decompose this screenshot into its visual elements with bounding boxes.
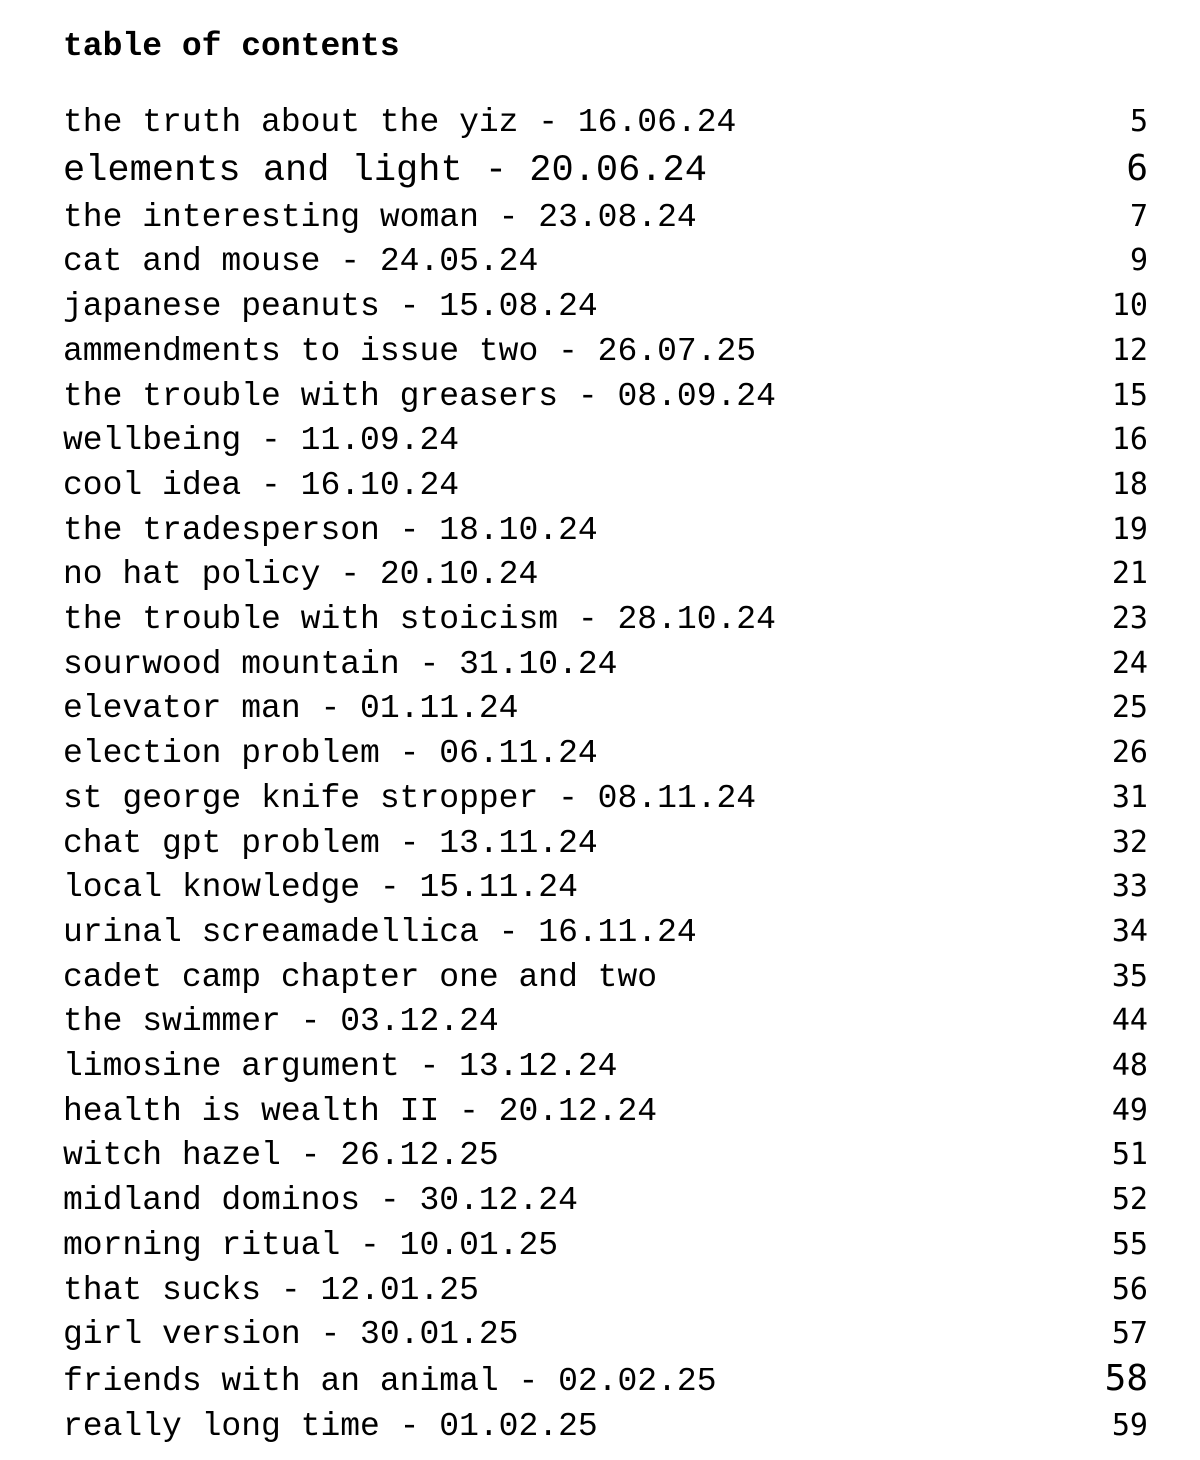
toc-entry (63, 865, 1148, 910)
toc-entry (63, 686, 1148, 731)
toc-entry-title: limosine argument - 13.12.24 (63, 1048, 618, 1086)
toc-entry-page-number: 55 (1111, 1226, 1148, 1262)
toc-entry-page-number: 32 (1111, 824, 1148, 860)
toc-entry-title: no hat policy - 20.10.24 (63, 556, 539, 594)
toc-entry (63, 999, 1148, 1044)
toc-entry (63, 955, 1148, 1000)
toc-entry-title: morning ritual - 10.01.25 (63, 1226, 559, 1264)
toc-entry-page-number: 24 (1111, 645, 1148, 681)
toc-entry-page-number: 12 (1111, 332, 1148, 368)
toc-entry (63, 1404, 1148, 1449)
toc-entry-title: that sucks - 12.01.25 (63, 1271, 479, 1309)
toc-entry-page-number: 9 (1129, 243, 1148, 279)
toc-entry-title: friends with an animal - 02.02.25 (63, 1362, 717, 1400)
toc-entry-title: elevator man - 01.11.24 (63, 690, 519, 728)
toc-entry-page-number: 57 (1111, 1316, 1148, 1352)
toc-entry-title: elements and light - 20.06.24 (63, 149, 707, 192)
toc-entry (63, 463, 1148, 508)
toc-entry-title: cool idea - 16.10.24 (63, 466, 460, 504)
toc-entry (63, 1089, 1148, 1134)
toc-entry (63, 731, 1148, 776)
toc-entry-title: st george knife stropper - 08.11.24 (63, 779, 757, 817)
toc-entry-page-number: 18 (1111, 466, 1148, 502)
toc-entry-page-number: 15 (1111, 377, 1148, 413)
toc-entry-page-number: 7 (1129, 198, 1148, 234)
toc-entry-page-number: 49 (1111, 1092, 1148, 1128)
toc-entry (63, 776, 1148, 821)
toc-entry-page-number: 5 (1129, 104, 1148, 139)
toc-entry-page-number: 59 (1111, 1407, 1148, 1443)
toc-entry (63, 329, 1148, 374)
toc-entry-page-number: 6 (1126, 147, 1148, 189)
toc-entry-page-number: 19 (1111, 511, 1148, 547)
toc-entry (63, 145, 1148, 195)
toc-entry-title: health is wealth II - 20.12.24 (63, 1092, 658, 1130)
toc-entry-page-number: 58 (1104, 1357, 1148, 1399)
toc-entry-title: election problem - 06.11.24 (63, 735, 598, 773)
toc-list (63, 100, 1148, 1448)
toc-entry (63, 597, 1148, 642)
toc-entry (63, 1044, 1148, 1089)
toc-entry-title: sourwood mountain - 31.10.24 (63, 645, 618, 683)
toc-entry-title: cadet camp chapter one and two (63, 958, 658, 996)
toc-entry-title: ammendments to issue two - 26.07.25 (63, 332, 757, 370)
toc-entry (63, 552, 1148, 597)
toc-entry-page-number: 23 (1111, 601, 1148, 637)
toc-entry-page-number: 25 (1111, 690, 1148, 726)
toc-entry (63, 1223, 1148, 1268)
toc-entry (63, 821, 1148, 866)
toc-entry (63, 1133, 1148, 1178)
toc-entry (63, 642, 1148, 687)
toc-entry-page-number: 33 (1111, 869, 1148, 905)
toc-entry (63, 1357, 1148, 1404)
toc-entry-title: local knowledge - 15.11.24 (63, 869, 578, 907)
toc-entry-title: girl version - 30.01.25 (63, 1316, 519, 1354)
toc-entry-page-number: 44 (1111, 1003, 1148, 1039)
toc-entry-page-number: 31 (1111, 779, 1148, 815)
toc-entry (63, 418, 1148, 463)
toc-entry (63, 910, 1148, 955)
toc-entry-title: midland dominos - 30.12.24 (63, 1182, 578, 1220)
page-title: table of contents (63, 28, 400, 65)
toc-entry-page-number: 52 (1111, 1182, 1148, 1218)
toc-entry-page-number: 35 (1111, 958, 1148, 994)
toc-entry-title: wellbeing - 11.09.24 (63, 422, 460, 460)
toc-entry-page-number: 34 (1111, 913, 1148, 949)
toc-entry (63, 195, 1148, 240)
toc-entry-title: urinal screamadellica - 16.11.24 (63, 913, 697, 951)
toc-entry-page-number: 48 (1111, 1048, 1148, 1084)
toc-entry (63, 100, 1148, 145)
toc-entry-page-number: 56 (1111, 1271, 1148, 1307)
toc-entry-title: the swimmer - 03.12.24 (63, 1003, 499, 1041)
toc-entry-title: really long time - 01.02.25 (63, 1407, 598, 1445)
toc-entry-title: the trouble with stoicism - 28.10.24 (63, 601, 776, 639)
toc-entry (63, 1312, 1148, 1357)
toc-entry-page-number: 26 (1111, 735, 1148, 771)
toc-entry-title: the truth about the yiz - 16.06.24 (63, 104, 737, 141)
toc-entry-title: chat gpt problem - 13.11.24 (63, 824, 598, 862)
toc-entry-title: the trouble with greasers - 08.09.24 (63, 377, 776, 415)
toc-entry-title: japanese peanuts - 15.08.24 (63, 288, 598, 326)
toc-entry (63, 1178, 1148, 1223)
toc-entry-page-number: 51 (1111, 1137, 1148, 1173)
toc-entry-page-number: 10 (1111, 288, 1148, 324)
toc-entry (63, 374, 1148, 419)
toc-entry-title: witch hazel - 26.12.25 (63, 1137, 499, 1175)
toc-entry-page-number: 16 (1111, 422, 1148, 458)
toc-entry-title: cat and mouse - 24.05.24 (63, 243, 539, 281)
toc-entry (63, 239, 1148, 284)
toc-entry-page-number: 21 (1111, 556, 1148, 592)
toc-entry-title: the tradesperson - 18.10.24 (63, 511, 598, 549)
toc-entry (63, 508, 1148, 553)
toc-entry (63, 284, 1148, 329)
toc-entry-title: the interesting woman - 23.08.24 (63, 198, 697, 236)
toc-entry (63, 1268, 1148, 1313)
